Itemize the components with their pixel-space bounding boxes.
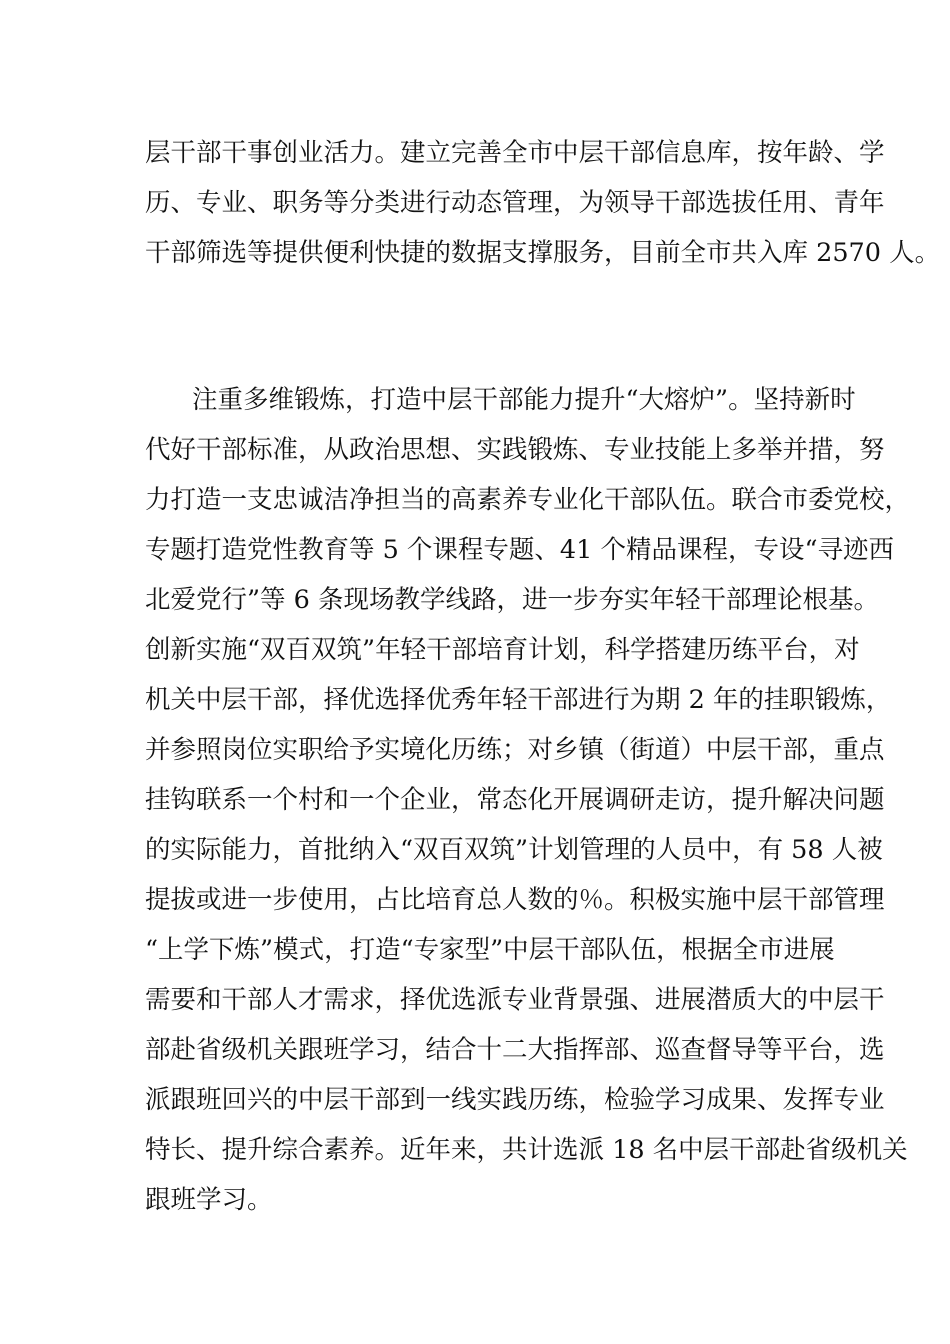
- text-line: 提拔或进一步使用，占比培育总人数的％。积极实施中层干部管理: [145, 885, 885, 915]
- text-line: 北爱党行”等 6 条现场教学线路，进一步夯实年轻干部理论根基。: [145, 585, 879, 615]
- text-line: 层干部干事创业活力。建立完善全市中层干部信息库，按年龄、学: [145, 138, 885, 168]
- text-line: 注重多维锻炼，打造中层干部能力提升“大熔炉”。坚持新时: [192, 385, 856, 415]
- text-line: 干部筛选等提供便利快捷的数据支撑服务，目前全市共入库 2570 人。: [145, 238, 941, 268]
- text-line: 部赴省级机关跟班学习，结合十二大指挥部、巡查督导等平台，选: [145, 1035, 885, 1065]
- text-line: 历、专业、职务等分类进行动态管理，为领导干部选拔任用、青年: [145, 188, 885, 218]
- text-line: 并参照岗位实职给予实境化历练；对乡镇（街道）中层干部，重点: [145, 735, 885, 765]
- text-line: 派跟班回兴的中层干部到一线实践历练，检验学习成果、发挥专业: [145, 1085, 885, 1115]
- text-line: 代好干部标准，从政治思想、实践锻炼、专业技能上多举并措，努: [145, 435, 885, 465]
- text-line: “上学下炼”模式，打造“专家型”中层干部队伍，根据全市进展: [145, 935, 835, 965]
- text-line: 专题打造党性教育等 5 个课程专题、41 个精品课程，专设“寻迹西: [145, 535, 895, 565]
- text-line: 的实际能力，首批纳入“双百双筑”计划管理的人员中，有 58 人被: [145, 835, 883, 865]
- text-line: 机关中层干部，择优选择优秀年轻干部进行为期 2 年的挂职锻炼，: [145, 685, 892, 715]
- text-line: 创新实施“双百双筑”年轻干部培育计划，科学搭建历练平台，对: [145, 635, 860, 665]
- text-line: 需要和干部人才需求，择优选派专业背景强、进展潜质大的中层干: [145, 985, 885, 1015]
- text-line: 特长、提升综合素养。近年来，共计选派 18 名中层干部赴省级机关: [145, 1135, 908, 1165]
- text-line: 跟班学习。: [145, 1185, 273, 1215]
- text-line: 力打造一支忠诚洁净担当的高素养专业化干部队伍。联合市委党校，: [145, 485, 911, 515]
- text-line: 挂钩联系一个村和一个企业，常态化开展调研走访，提升解决问题: [145, 785, 885, 815]
